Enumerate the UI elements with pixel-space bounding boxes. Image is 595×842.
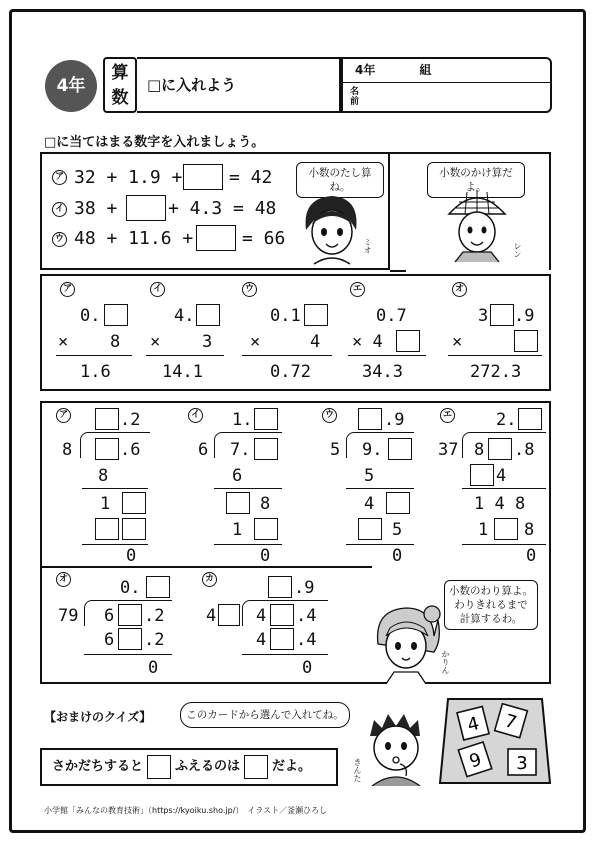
answer-box[interactable] [388, 438, 412, 460]
mul-a-op: × [58, 332, 69, 352]
div-e-divisor: 37 [438, 440, 459, 460]
mul-a-answer: 1.6 [80, 362, 111, 382]
answer-box[interactable] [147, 755, 171, 779]
div-o-line1a: 6 [104, 630, 115, 650]
speech-bubble-karin: 小数のわり算よ。 わりきれるまで 計算するわ。 [444, 580, 538, 630]
div-o-divisor: 79 [58, 606, 79, 626]
karin-illustration-icon [372, 600, 442, 684]
mul-i-op: × [150, 332, 161, 352]
class-grade-label: 4年 [355, 63, 376, 77]
div-ka-dividend-a: 4 [256, 606, 267, 626]
speech-bubble-ren: 小数のかけ算だよ。 [427, 162, 525, 198]
answer-box[interactable] [494, 518, 518, 540]
div-o-q: 0. [120, 578, 141, 598]
class-label: 組 [419, 63, 432, 77]
div-e-q: 2. [496, 410, 517, 430]
answer-box[interactable] [146, 576, 170, 598]
answer-box[interactable] [488, 438, 512, 460]
mark-a: ア [60, 282, 75, 297]
eq-i-right: + 4.3 = 48 [168, 198, 277, 219]
quiz-text-a: さかだちすると [52, 759, 144, 774]
title-box [137, 57, 341, 113]
eq-a-left: 32 + 1.9 + [74, 167, 183, 188]
answer-box[interactable] [122, 518, 146, 540]
mul-e-answer: 34.3 [362, 362, 403, 382]
section1-step-line [390, 152, 406, 272]
div-o-dividend-a: 6 [104, 606, 115, 626]
grade-badge [45, 60, 97, 112]
div-u-q-suffix: .9 [384, 410, 405, 430]
name-ren: レン [513, 242, 522, 258]
answer-box[interactable] [226, 492, 250, 514]
card-7: 7 [502, 710, 520, 734]
mul-o-op: × [452, 332, 463, 352]
div-a-dividend-suffix: .6 [120, 440, 141, 460]
div-u-line2: 4 [364, 494, 375, 514]
div-ka-line1b: .4 [296, 630, 317, 650]
answer-box[interactable] [95, 438, 119, 460]
div-i-line1: 6 [232, 466, 243, 486]
mul-i-answer: 14.1 [162, 362, 203, 382]
quiz-box [40, 748, 338, 786]
div-i-line3: 1 [232, 520, 243, 540]
div-i-zero: 0 [260, 546, 271, 566]
card-table-icon [438, 697, 552, 785]
answer-box[interactable] [358, 408, 382, 430]
mark-i: イ [150, 282, 165, 297]
class-name-box [341, 57, 552, 113]
answer-box[interactable] [254, 438, 278, 460]
mul-o-top: 3 [478, 306, 489, 326]
div-o-zero: 0 [148, 658, 159, 678]
div-ka-q-suffix: .9 [294, 578, 315, 598]
answer-box[interactable] [270, 604, 294, 626]
eq-u-left: 48 + 11.6 + [74, 228, 194, 249]
answer-box[interactable] [514, 330, 538, 352]
div-a-zero: 0 [126, 546, 137, 566]
div-a-line1: 8 [98, 466, 109, 486]
page-title: □に入れよう [147, 76, 237, 94]
div-a-q-suffix: .2 [120, 410, 141, 430]
div-e-dividend-a: 8 [474, 440, 485, 460]
div-a-line2: 1 [100, 494, 111, 514]
div-u-zero: 0 [392, 546, 403, 566]
div-u-line1: 5 [364, 466, 375, 486]
eq-u-right: = 66 [242, 228, 286, 249]
div-e-line3a: 1 [478, 520, 489, 540]
ren-illustration-icon [447, 188, 507, 264]
mark-ka: カ [202, 572, 217, 587]
answer-box[interactable] [196, 304, 220, 326]
div-e-zero: 0 [526, 546, 537, 566]
card-9: 9 [466, 748, 485, 773]
eq-i-left: 38 + [74, 198, 118, 219]
answer-box[interactable] [518, 408, 542, 430]
instruction: □に当てはまる数字を入れましょう。 [44, 135, 265, 150]
div-u-line3: 5 [392, 520, 403, 540]
answer-box[interactable] [254, 518, 278, 540]
eq-a-right: = 42 [229, 167, 273, 188]
mark-u: ウ [322, 408, 337, 423]
mul-u-bottom: 4 [310, 332, 321, 352]
answer-box[interactable] [118, 604, 142, 626]
div-i-q: 1. [232, 410, 253, 430]
answer-box[interactable] [95, 408, 119, 430]
mul-i-bottom: 3 [202, 332, 213, 352]
answer-box[interactable] [118, 628, 142, 650]
div-o-line1b: .2 [144, 630, 165, 650]
mark-o: オ [452, 282, 467, 297]
mul-a-bottom: 8 [110, 332, 121, 352]
subject-line1: 算 [111, 63, 129, 83]
answer-box[interactable] [95, 518, 119, 540]
mark-a: ア [56, 408, 71, 423]
div-e-line1: 4 [496, 466, 507, 486]
mul-u-top: 0.1 [270, 306, 301, 326]
div-e-dividend-b: .8 [514, 440, 535, 460]
answer-box[interactable] [244, 755, 268, 779]
mul-e-top: 0.7 [376, 306, 407, 326]
name-mio: ミオ [363, 238, 372, 254]
card-4: 4 [465, 713, 482, 737]
div-u-dividend: 9. [362, 440, 383, 460]
answer-box[interactable] [386, 492, 410, 514]
mul-i-top: 4. [174, 306, 195, 326]
div-e-line3b: 8 [524, 520, 535, 540]
div-a-divisor: 8 [62, 440, 73, 460]
subject-line2: 数 [111, 88, 129, 108]
div-i-line2: 8 [260, 494, 271, 514]
mark-i: イ [52, 202, 67, 217]
answer-box[interactable] [358, 518, 382, 540]
speech-bubble-mio: 小数のたし算ね。 [296, 162, 384, 198]
quiz-text-c: だよ。 [272, 759, 312, 774]
div-ka-dividend-b: .4 [296, 606, 317, 626]
mul-u-op: × [250, 332, 261, 352]
mark-u: ウ [52, 232, 67, 247]
mul-o-answer: 272.3 [470, 362, 522, 382]
mul-u-answer: 0.72 [270, 362, 311, 382]
answer-box[interactable] [254, 408, 278, 430]
answer-box[interactable] [268, 576, 292, 598]
mul-e-op: × 4 [352, 332, 383, 352]
kinta-illustration-icon [356, 706, 436, 786]
div-ka-divisor: 4 [206, 606, 217, 626]
answer-box[interactable] [183, 164, 223, 190]
name-label-2: 前 [350, 97, 360, 107]
answer-box[interactable] [104, 304, 128, 326]
grade-badge-text: 4年 [56, 76, 86, 96]
div-u-divisor: 5 [330, 440, 341, 460]
bonus-title: 【おまけのクイズ】 [44, 710, 152, 724]
answer-box[interactable] [304, 304, 328, 326]
answer-box[interactable] [122, 492, 146, 514]
mark-u: ウ [242, 282, 257, 297]
mark-e: エ [350, 282, 365, 297]
subject-box [103, 57, 137, 113]
name-label-1: 名 [350, 87, 360, 97]
div-e-line2: 1 4 8 [474, 494, 526, 514]
mark-a: ア [52, 170, 67, 185]
mark-o: オ [56, 572, 71, 587]
speech-bubble-kinta: このカードから選んで入れてね。 [180, 702, 350, 728]
name-kinta: きんた [353, 758, 362, 782]
answer-box[interactable] [126, 195, 166, 221]
section3-divider [40, 566, 372, 568]
answer-box[interactable] [470, 464, 494, 486]
answer-box[interactable] [490, 304, 514, 326]
div-i-dividend: 7. [230, 440, 251, 460]
answer-box[interactable] [396, 330, 420, 352]
name-karin: かりん [441, 650, 450, 674]
mark-i: イ [188, 408, 203, 423]
footer-credit: 小学館「みんなの教育技術」（https://kyoiku.sho.jp/） イラスト／釜瀬ひろし [44, 806, 328, 815]
mul-o-top-suffix: .9 [514, 306, 535, 326]
answer-box[interactable] [196, 225, 236, 251]
div-ka-zero: 0 [302, 658, 313, 678]
mio-illustration-icon [298, 190, 366, 266]
div-o-dividend-b: .2 [144, 606, 165, 626]
div-ka-line1a: 4 [256, 630, 267, 650]
div-i-divisor: 6 [198, 440, 209, 460]
answer-box[interactable] [270, 628, 294, 650]
card-3: 3 [516, 753, 528, 774]
mul-a-top: 0. [80, 306, 101, 326]
mark-e: エ [440, 408, 455, 423]
quiz-text-b: ふえるのは [175, 759, 241, 774]
answer-box[interactable] [218, 604, 240, 626]
